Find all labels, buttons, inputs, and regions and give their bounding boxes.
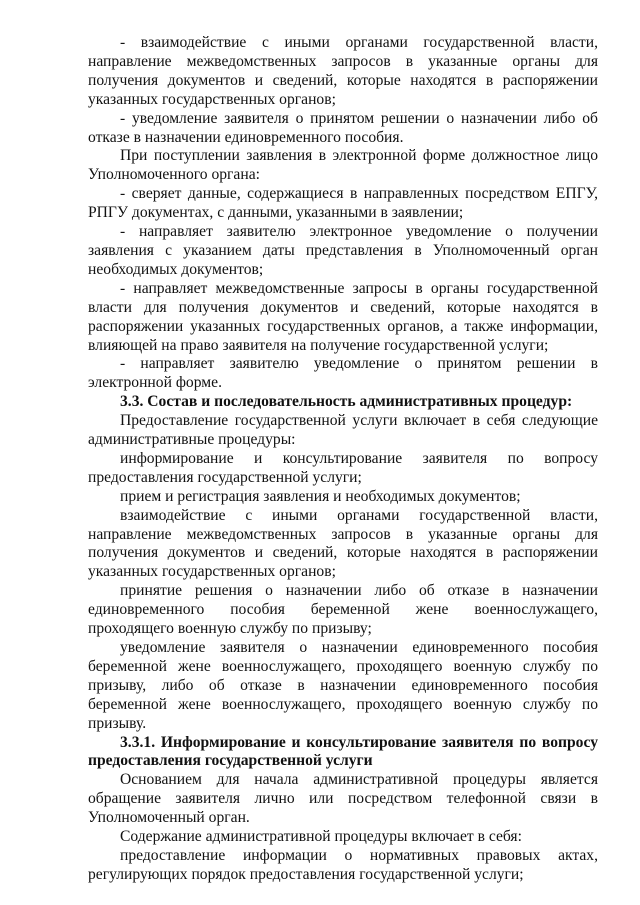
list-item-interagency-requests: - направляет межведомственные запросы в органы государственной власти для получения документов и сведений, которые находятся в распоряжении указанных государственных органов, а также информации, влияющей на право заявителя на получение государственной услуги; bbox=[88, 279, 598, 354]
paragraph-content-intro: Содержание административной процедуры включает в себя: bbox=[120, 828, 522, 846]
paragraph-procedure-interaction: взаимодействие с иными органами государственной власти, направление межведомственных запросов в указанные органы для получения документов и сведений, которые находятся в распоряжении указанных государственных органов; bbox=[88, 506, 598, 581]
list-item-interaction: - взаимодействие с иными органами государственной власти, направление межведомственных запросов в указанные органы для получения документов и сведений, которые находятся в распоряжении указанных государственных органов; bbox=[88, 34, 598, 108]
section-heading-3-3: 3.3. Состав и последовательность административных процедур: bbox=[120, 393, 573, 411]
list-item-electronic-notice: - направляет заявителю электронное уведомление о получении заявления с указанием даты представления в Уполномоченный орган необходимых документов; bbox=[88, 223, 598, 278]
list-item-verify-data: - сверяет данные, содержащиеся в направленных посредством ЕПГУ, РПГУ документах, с данными, указанными в заявлении; bbox=[88, 185, 598, 222]
paragraph-procedure-notification: уведомление заявителя о назначении единовременного пособия беременной жене военнослужащего, проходящего военную службу по призыву, либо об отказе в назначении единовременного пособия беременной жене военнослужащего, проходящего военную службу по призыву. bbox=[88, 639, 598, 732]
paragraph-basis: Основанием для начала административной процедуры является обращение заявителя лично или посредством телефонной связи в Уполномоченный орган. bbox=[88, 771, 598, 827]
paragraph-procedure-decision: принятие решения о назначении либо об отказе в назначении единовременного пособия беременной жене военнослужащего, проходящего военную службу по призыву; bbox=[88, 582, 598, 638]
list-item-notification: - уведомление заявителя о принятом решении о назначении либо об отказе в назначении единовременного пособия. bbox=[88, 109, 598, 146]
section-heading-3-3-1: 3.3.1. Информирование и консультирование заявителя по вопросу предоставления государственной услуги bbox=[88, 733, 598, 770]
paragraph-info-acts: предоставление информации о нормативных правовых актах, регулирующих порядок предоставления государственной услуги; bbox=[88, 846, 598, 883]
list-item-decision-notice: - направляет заявителю уведомление о принятом решении в электронной форме. bbox=[88, 355, 598, 392]
paragraph-procedure-informing: информирование и консультирование заявителя по вопросу предоставления государственной услуги; bbox=[88, 449, 598, 486]
paragraph-procedures-intro: Предоставление государственной услуги включает в себя следующие административные процедуры: bbox=[88, 412, 598, 449]
document-page bbox=[88, 34, 598, 885]
paragraph-electronic-application: При поступлении заявления в электронной форме должностное лицо Уполномоченного органа: bbox=[88, 147, 598, 184]
paragraph-procedure-reception: прием и регистрация заявления и необходимых документов; bbox=[120, 487, 521, 505]
